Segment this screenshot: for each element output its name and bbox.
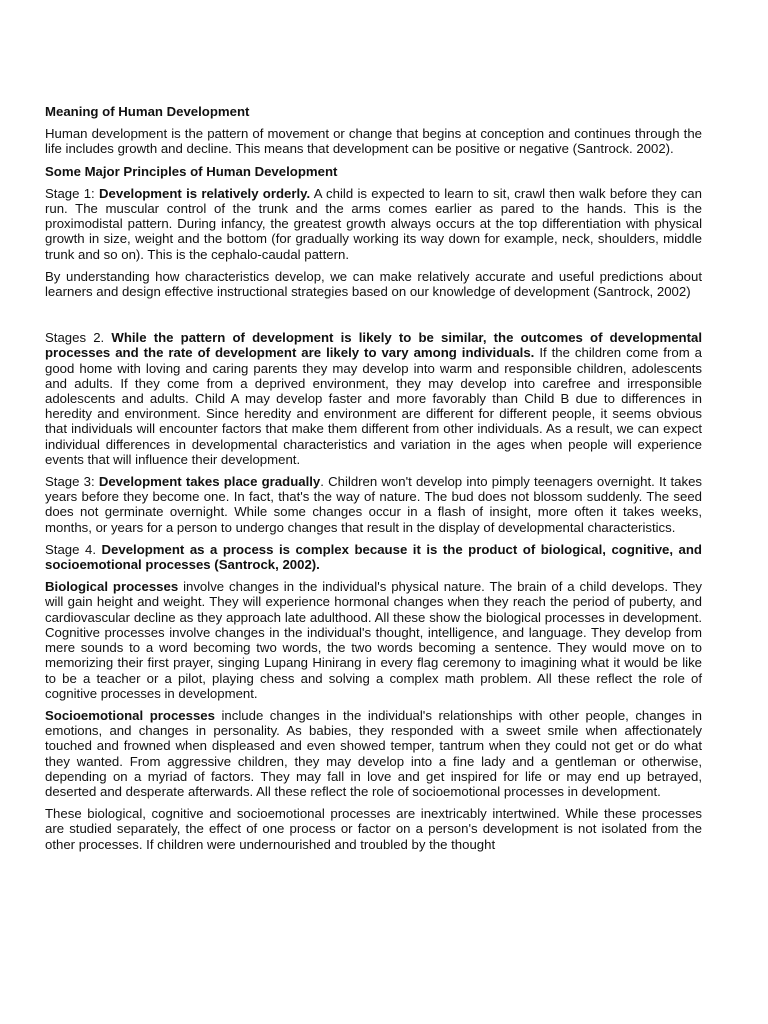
stage-3-prefix: Stage 3:	[45, 474, 99, 490]
paragraph-definition: Human development is the pattern of movement or change that begins at conception and continues through the life includes growth and decline. This means that development can be positive or negative (Santrock. 2002).	[45, 126, 702, 157]
spacer	[45, 306, 702, 330]
heading-principles: Some Major Principles of Human Development	[45, 163, 338, 179]
stage-2-text: If the children come from a good home with loving and caring parents they may develop into warm and responsible children, adolescents and adults. If they come from a deprived environment, they may develop into carefree and irresponsible adolescents and adults. Child A may develop faster and more favorably than Child B due to differences in heredity and environment. Since heredity and environment are different for different people, it seems obvious that individuals will encounter factors that make them different from other individuals. As a result, we can expect individual differences in developmental characteristics and variation in the ages when people will experience events that will influence their development.	[45, 345, 702, 467]
paragraph-stage-4	[45, 542, 702, 572]
heading-meaning: Meaning of Human Development	[45, 104, 250, 119]
stage-4-prefix: Stage 4.	[45, 541, 102, 557]
paragraph-stage-1	[45, 186, 702, 262]
biological-title: Biological processes	[45, 579, 179, 595]
paragraph-understanding: By understanding how characteristics develop, we can make relatively accurate and useful predictions about learners and design effective instructional strategies based on our knowledge of development (Santrock, 2002)	[45, 268, 702, 300]
stage-1-text: A child is expected to learn to sit, crawl then walk before they can run. The muscular control of the trunk and the arms comes earlier as pared to the hands. This is the proximodistal pattern. During infancy, the greatest growth always occurs at the top differentiation with physical growth in size, weight and the bottom (for gradually working its way down for example, neck, shoulders, middle trunk and so on). This is the cephalo-caudal pattern.	[45, 185, 702, 262]
paragraph-biological	[45, 579, 702, 701]
stage-1-prefix: Stage 1:	[45, 185, 99, 201]
stage-1-title: Development is relatively orderly.	[99, 185, 311, 201]
stage-3-title: Development takes place gradually	[98, 474, 321, 490]
paragraph-stage-3	[45, 474, 702, 535]
socioemotional-text: include changes in the individual's relationships with other people, changes in emotions, and changes in personality. As babies, they responded with a sweet smile when affectionately touched and frowned when displeased and even showed temper, tantrum when they could not get or do what they wanted. From aggressive children, they may develop into a fine lady and a gentleman or otherwise, depending on a myriad of factors. They may fall in love and get inspired for life or may end up betrayed, deserted and desperate afterwards. All these reflect the role of socioemotional processes in development.	[45, 707, 702, 799]
socioemotional-title: Socioemotional processes	[45, 707, 215, 723]
paragraph-socioemotional	[45, 708, 702, 799]
stage-2-title: While the pattern of development is likely to be similar, the outcomes of developmental processes and the rate of development are likely to vary among individuals.	[45, 330, 702, 361]
document-page	[45, 104, 702, 859]
paragraph-intertwined: These biological, cognitive and socioemotional processes are inextricably intertwined. While these processes are studied separately, the effect of one process or factor on a person's development is not isolated from the other processes. If children were undernourished and troubled by the thought	[45, 806, 702, 852]
stage-4-title: Development as a process is complex because it is the product of biological, cognitive, and socioemotional processes (Santrock, 2002).	[45, 541, 702, 573]
paragraph-stage-2	[45, 330, 702, 467]
stage-3-text: . Children won't develop into pimply teenagers overnight. It takes years before they become one. In fact, that's the way of nature. The bud does not blossom suddenly. The seed does not germinate overnight. While some changes occur in a flash of insight, more often it takes weeks, months, or years for a person to undergo changes that result in the display of developmental characteristics.	[45, 474, 703, 535]
biological-text: involve changes in the individual's physical nature. The brain of a child develops. They will gain height and weight. They will experience hormonal changes when they reach the period of puberty, and cardiovascular decline as they approach late adulthood. All these show the biological processes in development. Cognitive processes involve changes in the individual's thought, intelligence, and language. They develop from mere sounds to a word becoming two words, the two words becoming a sentence. They would move on to memorizing their first prayer, singing Lupang Hinirang in every flag ceremony to imagining what it would be like to be a teacher or a pilot, playing chess and solving a complex math problem. All these reflect the role of cognitive processes in development.	[45, 579, 702, 701]
stage-2-prefix: Stages 2.	[45, 330, 112, 346]
